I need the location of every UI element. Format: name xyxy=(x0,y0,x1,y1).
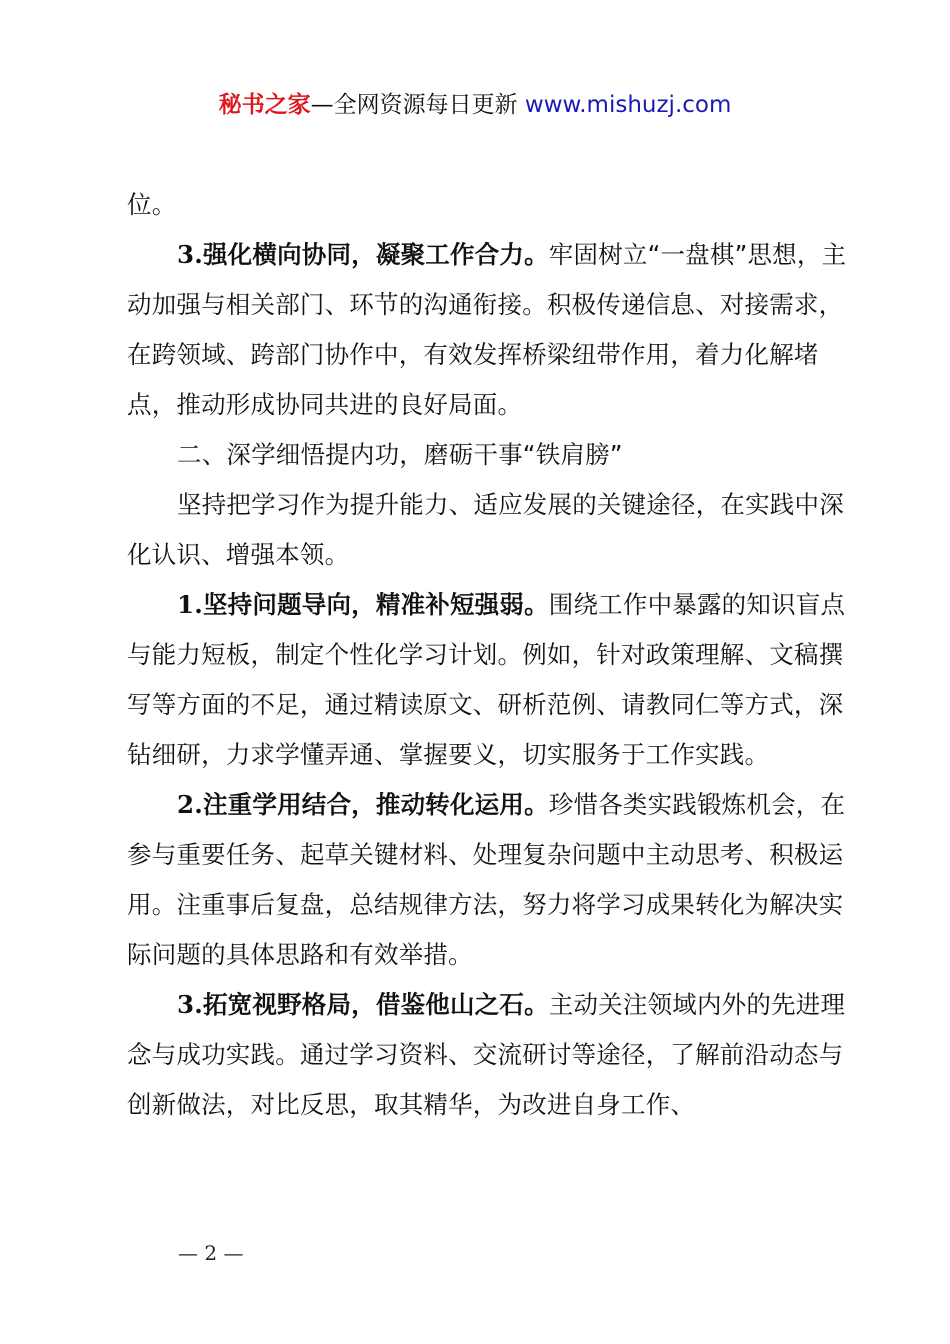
page-number: — 2 — xyxy=(178,1241,244,1265)
document-body xyxy=(127,180,853,1130)
site-brand: 秘书之家 xyxy=(218,92,311,118)
site-url: www.mishuzj.com xyxy=(524,92,732,118)
site-tagline: —全网资源每日更新 xyxy=(310,92,525,118)
paragraph-3-heading: 2.注重学用结合，推动转化运用。 xyxy=(177,790,549,819)
section-title: 二、深学细悟提内功，磨砺干事“铁肩膀” xyxy=(177,440,623,469)
site-watermark-header xyxy=(0,88,950,122)
paragraph-4 xyxy=(127,980,853,1130)
paragraph-3 xyxy=(127,780,853,980)
paragraph-3-text: 珍惜各类实践锻炼机会，在参与重要任务、起草关键材料、处理复杂问题中主动思考、积极运用。注重事后复盘，总结规律方法，努力将学习成果转化为解决实际问题的具体思路和有效举措。 xyxy=(127,790,846,969)
paragraph-4-heading: 3.拓宽视野格局，借鉴他山之石。 xyxy=(177,990,549,1019)
paragraph-2 xyxy=(127,580,853,780)
paragraph-1-heading: 3.强化横向协同，凝聚工作合力。 xyxy=(177,240,549,269)
paragraph-1 xyxy=(127,230,853,430)
carryover-text: 位。 xyxy=(127,190,177,219)
section-intro: 坚持把学习作为提升能力、适应发展的关键途径，在实践中深化认识、增强本领。 xyxy=(127,490,844,569)
paragraph-1-text: 牢固树立“一盘棋”思想，主动加强与相关部门、环节的沟通衔接。积极传递信息、对接需求，在跨领域、跨部门协作中，有效发挥桥梁纽带作用，着力化解堵点，推动形成协同共进的良好局面。 xyxy=(127,240,847,419)
paragraph-4-text: 主动关注领域内外的先进理念与成功实践。通过学习资料、交流研讨等途径，了解前沿动态与创新做法，对比反思，取其精华，为改进自身工作、 xyxy=(127,990,846,1119)
paragraph-2-text: 围绕工作中暴露的知识盲点与能力短板，制定个性化学习计划。例如，针对政策理解、文稿撰写等方面的不足，通过精读原文、研析范例、请教同仁等方式，深钻细研，力求学懂弄通、掌握要义，切实服务于工作实践。 xyxy=(127,590,846,769)
paragraph-2-heading: 1.坚持问题导向，精准补短强弱。 xyxy=(177,590,549,619)
